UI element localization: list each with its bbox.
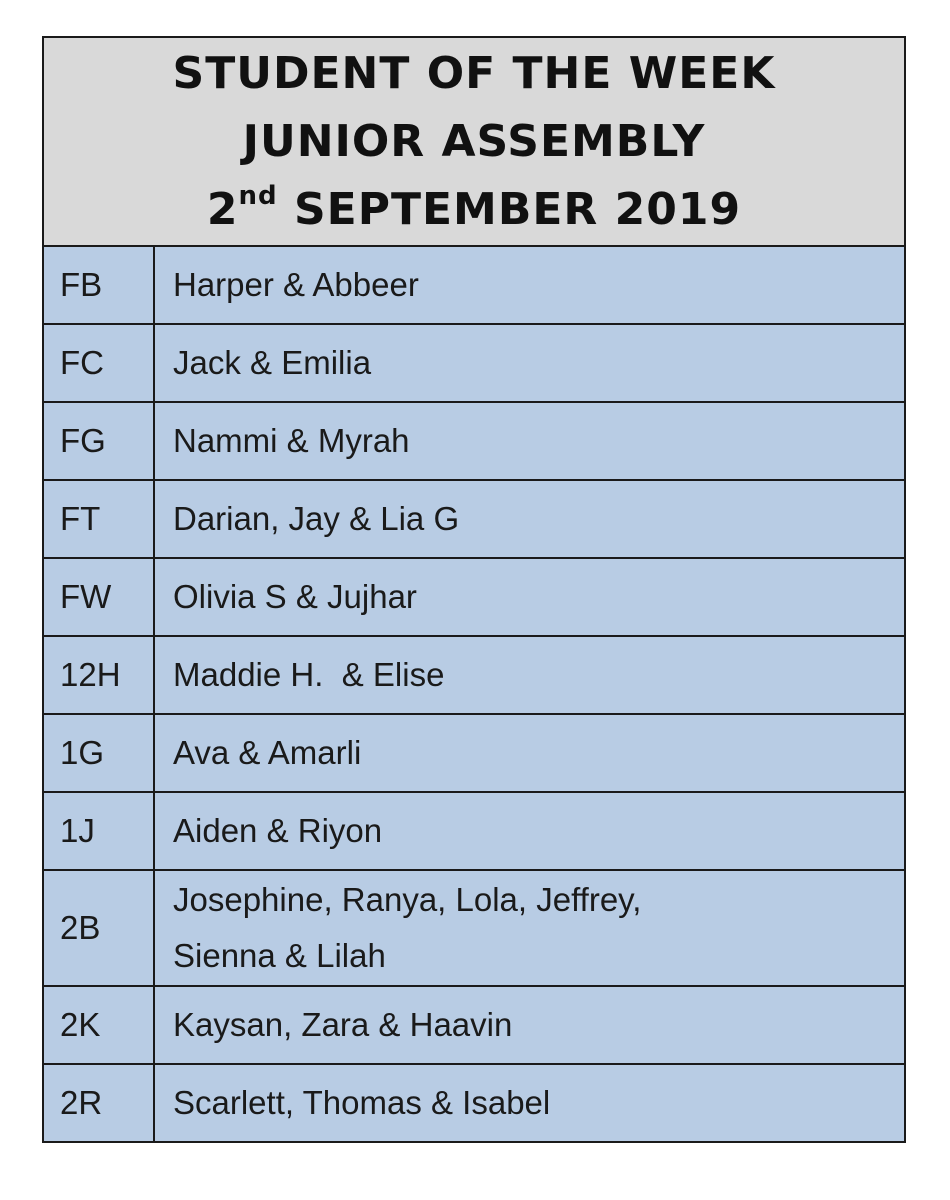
names-cell: Jack & Emilia bbox=[154, 324, 905, 402]
names-cell: Scarlett, Thomas & Isabel bbox=[154, 1064, 905, 1142]
names-cell bbox=[154, 636, 905, 714]
class-cell: 2R bbox=[43, 1064, 154, 1142]
names-line-2: Sienna & Lilah bbox=[173, 937, 386, 974]
title-line-2: JUNIOR ASSEMBLY bbox=[242, 115, 706, 167]
title-line-1: STUDENT OF THE WEEK bbox=[172, 47, 776, 99]
class-cell: 2K bbox=[43, 986, 154, 1064]
title-line-3 bbox=[44, 176, 904, 244]
student-of-the-week-table bbox=[42, 36, 906, 1143]
class-cell: FG bbox=[43, 402, 154, 480]
names-line-1: Josephine, Ranya, Lola, Jeffrey, bbox=[173, 881, 642, 918]
table-row bbox=[43, 558, 905, 636]
class-cell: 2B bbox=[43, 870, 154, 986]
class-cell: FW bbox=[43, 558, 154, 636]
date-month-year: SEPTEMBER 2019 bbox=[277, 183, 742, 235]
class-cell: FT bbox=[43, 480, 154, 558]
table-row bbox=[43, 324, 905, 402]
names-cell: Aiden & Riyon bbox=[154, 792, 905, 870]
names-cell: Olivia S & Jujhar bbox=[154, 558, 905, 636]
names-cell: Ava & Amarli bbox=[154, 714, 905, 792]
class-cell: FC bbox=[43, 324, 154, 402]
date-suffix: nd bbox=[238, 180, 278, 211]
date-day: 2 bbox=[206, 183, 239, 235]
table-header bbox=[43, 37, 905, 246]
table-header-row bbox=[43, 37, 905, 246]
names-text: Maddie H. & Elise bbox=[173, 656, 445, 693]
class-cell: 1J bbox=[43, 792, 154, 870]
table-row bbox=[43, 480, 905, 558]
class-cell: 12H bbox=[43, 636, 154, 714]
names-cell: Kaysan, Zara & Haavin bbox=[154, 986, 905, 1064]
names-cell: Harper & Abbeer bbox=[154, 246, 905, 324]
table-row bbox=[43, 636, 905, 714]
table-row bbox=[43, 1064, 905, 1142]
class-cell: FB bbox=[43, 246, 154, 324]
table-row bbox=[43, 870, 905, 986]
table-row bbox=[43, 714, 905, 792]
table-row bbox=[43, 402, 905, 480]
names-cell: Darian, Jay & Lia G bbox=[154, 480, 905, 558]
table-row bbox=[43, 246, 905, 324]
names-cell: Nammi & Myrah bbox=[154, 402, 905, 480]
class-cell: 1G bbox=[43, 714, 154, 792]
table-row bbox=[43, 792, 905, 870]
table-row bbox=[43, 986, 905, 1064]
names-cell bbox=[154, 870, 905, 986]
